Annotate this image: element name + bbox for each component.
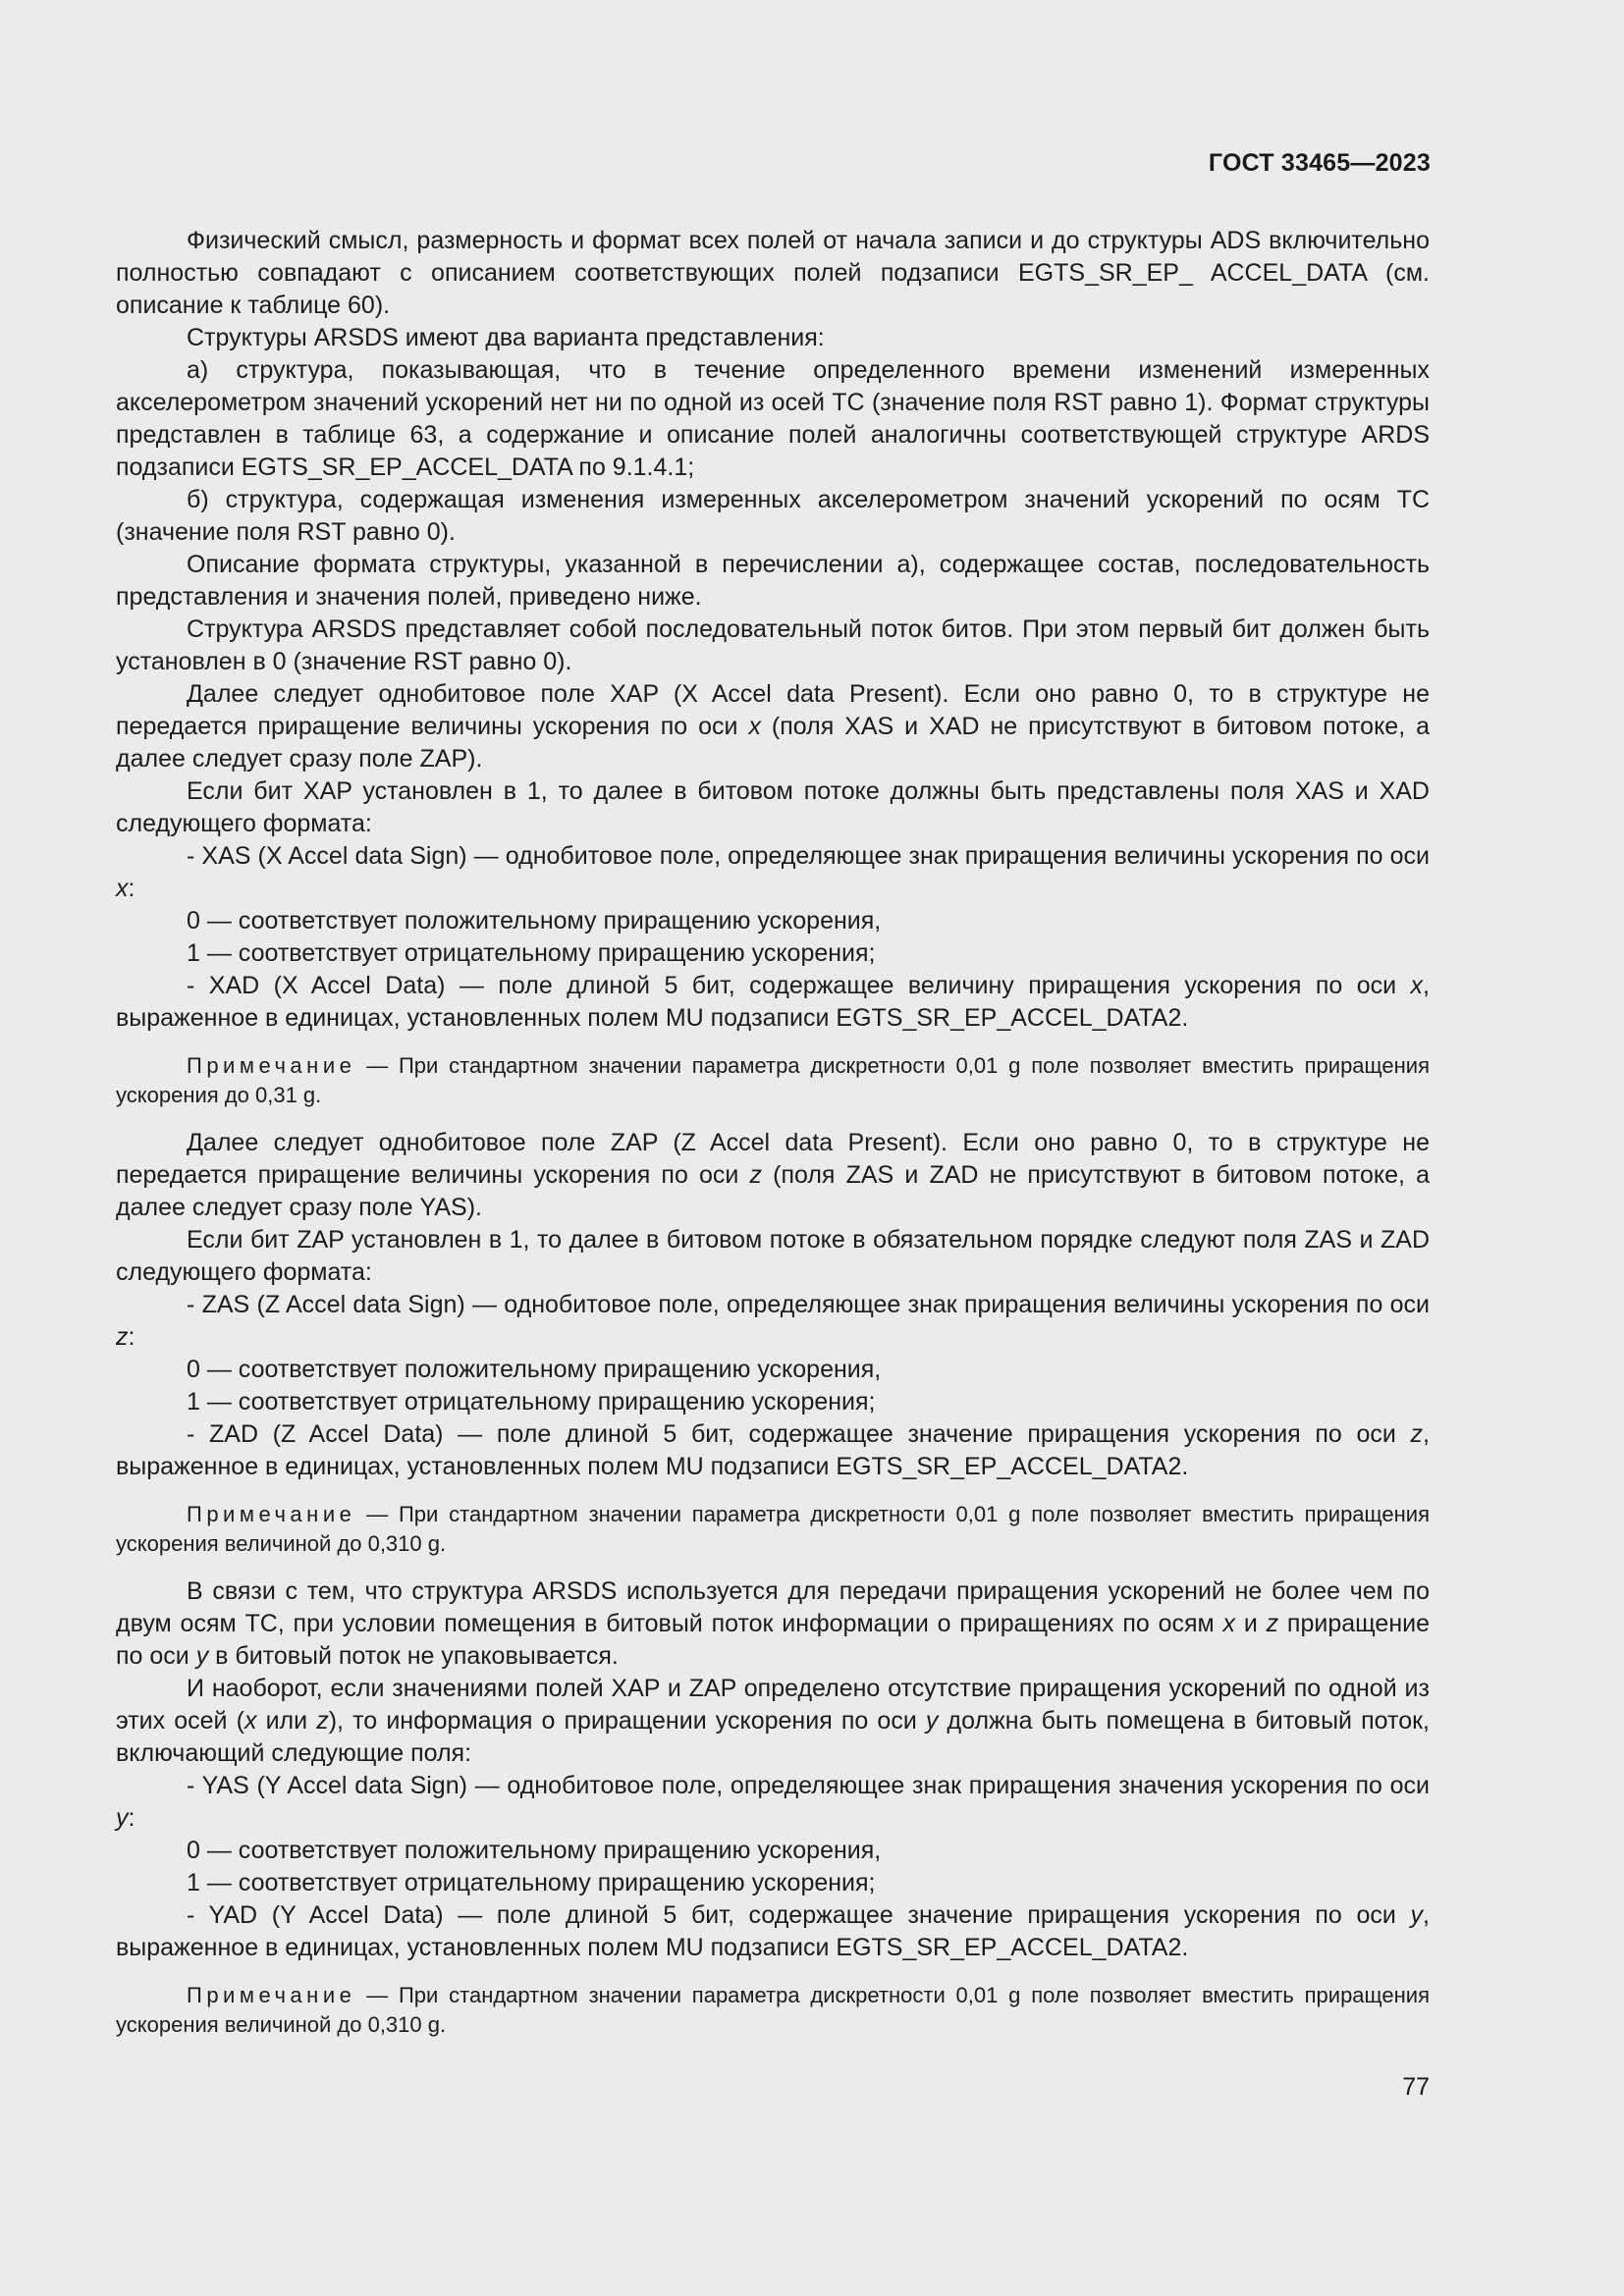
note-text [116, 1500, 1430, 1559]
axis-symbol: x [1410, 972, 1424, 999]
field-definition [116, 840, 1430, 905]
axis-symbol: x [748, 713, 761, 740]
axis-symbol: y [1410, 1901, 1424, 1929]
axis-symbol: y [116, 1804, 129, 1832]
text-run: и [1235, 1610, 1267, 1637]
paragraph [116, 1673, 1430, 1770]
text-run: : [128, 875, 135, 902]
axis-symbol: x [116, 875, 129, 902]
axis-symbol: y [195, 1642, 209, 1670]
axis-symbol: z [1266, 1610, 1279, 1637]
paragraph [116, 1575, 1430, 1673]
paragraph: Если бит XAP установлен в 1, то далее в битовом потоке должны быть представлены поля XAS и XAD следующего формата: [116, 777, 1430, 837]
axis-symbol: x [244, 1707, 257, 1735]
paragraph: Структуры ARSDS имеют два варианта представления: [187, 324, 825, 351]
note-text [116, 1981, 1430, 2040]
text-run: - ZAD (Z Accel Data) — поле длиной 5 бит, содержащее значение приращения ускорения по оси [187, 1420, 1411, 1448]
field-definition [116, 1289, 1430, 1354]
value-definition: 1 — соответствует отрицательному приращению ускорения; [187, 939, 876, 967]
text-run: — При стандартном значении параметра дискретности 0,01 g поле позволяет вместить приращения ускорения величиной до 0,310 g. [116, 1983, 1430, 2037]
page-body [116, 225, 1430, 2056]
field-definition [116, 1770, 1430, 1835]
value-definition: 1 — соответствует отрицательному приращению ускорения; [187, 1869, 876, 1896]
note [116, 1051, 1430, 1110]
text-run: должна быть помещена в битовый поток, включающий следующие поля: [116, 1707, 1430, 1767]
document-number-header: ГОСТ 33465—2023 [1208, 149, 1431, 177]
paragraph [116, 678, 1430, 775]
value-definition: 0 — соответствует положительному приращению ускорения, [187, 907, 882, 934]
field-definition [116, 970, 1430, 1035]
text-run: - YAD (Y Accel Data) — поле длиной 5 бит, содержащее значение приращения ускорения по оси [187, 1901, 1411, 1929]
text-run: — При стандартном значении параметра дискретности 0,01 g поле позволяет вместить приращения ускорения величиной до 0,310 g. [116, 1502, 1430, 1556]
note [116, 1981, 1430, 2040]
text-run: , выраженное в единицах, установленных полем MU подзаписи EGTS_SR_EP_ACCEL_DATA2. [116, 1420, 1430, 1480]
text-run: (поля XAS и XAD не присутствуют в битовом потоке, а далее следует сразу поле ZAP). [116, 713, 1430, 773]
value-definition: 0 — соответствует положительному приращению ускорения, [187, 1837, 882, 1864]
text-run: , выраженное в единицах, установленных полем MU подзаписи EGTS_SR_EP_ACCEL_DATA2. [116, 972, 1430, 1032]
text-run: Далее следует однобитовое поле ZAP (Z Accel data Present). Если оно равно 0, то в структуре не передается приращение величины ускорения по оси [116, 1129, 1430, 1189]
text-run: или [256, 1707, 317, 1735]
text-run: приращение по оси [116, 1610, 1430, 1670]
text-run: В связи с тем, что структура ARSDS используется для передачи приращения ускорений не более чем по двум осям ТС, при условии помещения в битовый поток информации о приращениях по осям [116, 1577, 1430, 1637]
note-label: Примечание [187, 1053, 356, 1078]
value-definition: 0 — соответствует положительному приращению ускорения, [187, 1356, 882, 1383]
text-run: - ZAS (Z Accel data Sign) — однобитовое поле, определяющее знак приращения величины ускорения по оси [187, 1291, 1430, 1318]
text-run: : [128, 1804, 135, 1832]
axis-symbol: x [1222, 1610, 1236, 1637]
field-definition [116, 1899, 1430, 1964]
axis-symbol: z [1410, 1420, 1424, 1448]
text-run: , выраженное в единицах, установленных полем MU подзаписи EGTS_SR_EP_ACCEL_DATA2. [116, 1901, 1430, 1961]
paragraph: Физический смысл, размерность и формат всех полей от начала записи и до структуры ADS включительно полностью совпадают с описанием соответствующих полей подзаписи EGTS_SR_EP_ ACCEL_DATA (см. описание к таблице 60). [116, 227, 1430, 319]
text-run: Далее следует однобитовое поле XAP (X Accel data Present). Если оно равно 0, то в структуре не передается приращение величины ускорения по оси [116, 680, 1430, 740]
axis-symbol: z [749, 1161, 762, 1189]
text-run: в битовый поток не упаковывается. [208, 1642, 619, 1670]
axis-symbol: y [925, 1707, 939, 1735]
text-run: И наоборот, если значениями полей XAP и ZAP определено отсутствие приращения ускорений по одной из этих осей ( [116, 1675, 1430, 1735]
text-run: - XAD (X Accel Data) — поле длиной 5 бит, содержащее величину приращения ускорения по оси [187, 972, 1411, 999]
paragraph: Структура ARSDS представляет собой последовательный поток битов. При этом первый бит должен быть установлен в 0 (значение RST равно 0). [116, 615, 1430, 675]
note-label: Примечание [187, 1502, 356, 1526]
text-run: (поля ZAS и ZAD не присутствуют в битовом потоке, а далее следует сразу поле YAS). [116, 1161, 1431, 1221]
note-label: Примечание [187, 1983, 356, 2007]
list-item: а) структура, показывающая, что в течение определенного времени изменений измеренных акселерометром значений ускорений нет ни по одной из осей ТС (значение поля RST равно 1). Формат структуры представлен в таблице 63, а содержание и описание полей аналогичны соответствующей структуре ARDS подзаписи EGTS_SR_EP_ACCEL_DATA по 9.1.4.1; [116, 356, 1430, 481]
field-definition [116, 1418, 1430, 1483]
text-run: : [128, 1323, 135, 1351]
note-text [116, 1051, 1430, 1110]
value-definition: 1 — соответствует отрицательному приращению ускорения; [187, 1388, 876, 1415]
text-run: - YAS (Y Accel data Sign) — однобитовое поле, определяющее знак приращения значения ускорения по оси [187, 1772, 1430, 1799]
paragraph: Описание формата структуры, указанной в перечислении а), содержащее состав, последовательность представления и значения полей, приведено ниже. [116, 551, 1430, 611]
text-run: ), то информация о приращении ускорения по оси [328, 1707, 926, 1735]
text-run: — При стандартном значении параметра дискретности 0,01 g поле позволяет вместить приращения ускорения до 0,31 g. [116, 1053, 1430, 1107]
note [116, 1500, 1430, 1559]
paragraph: Если бит ZAP установлен в 1, то далее в битовом потоке в обязательном порядке следуют поля ZAS и ZAD следующего формата: [116, 1226, 1430, 1286]
axis-symbol: z [316, 1707, 329, 1735]
paragraph [116, 1127, 1430, 1224]
list-item: б) структура, содержащая изменения измеренных акселерометром значений ускорений по осям ТС (значение поля RST равно 0). [116, 486, 1430, 546]
page-number: 77 [1402, 2073, 1430, 2101]
text-run: - XAS (X Accel data Sign) — однобитовое поле, определяющее знак приращения величины ускорения по оси [187, 842, 1430, 870]
axis-symbol: z [116, 1323, 129, 1351]
